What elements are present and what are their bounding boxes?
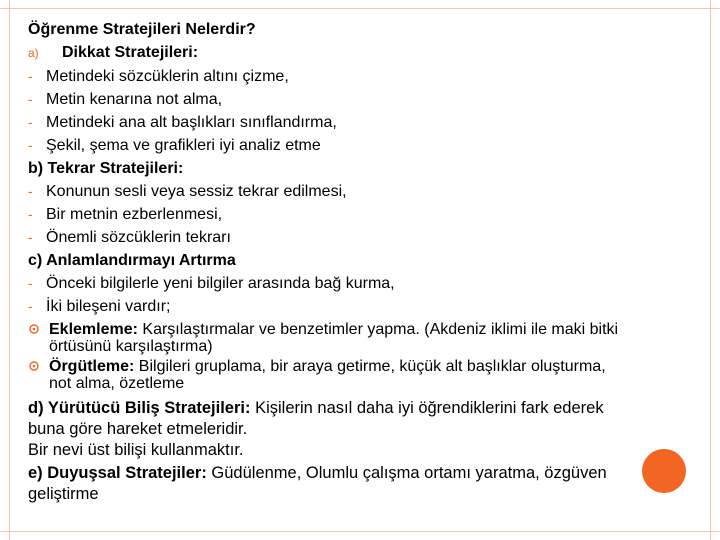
section-d-text-1: Kişilerin nasıl daha iyi öğrendiklerini fark ederek [255, 399, 604, 417]
bullet-orgutleme [28, 358, 698, 392]
dash-marker: - [28, 275, 33, 291]
bullet-text-line2: not alma, özetleme [49, 375, 185, 392]
list-item [28, 295, 698, 318]
section-d-text-3: Bir nevi üst bilişi kullanmaktır. [28, 441, 244, 459]
dash-marker: - [28, 68, 33, 84]
page-title: Öğrenme Stratejileri Nelerdir? [28, 21, 256, 38]
list-item [28, 134, 698, 157]
section-c-item-1: Önceki bilgilerle yeni bilgiler arasında bağ kurma, [46, 275, 395, 292]
section-c-heading: c) Anlamlandırmayı Artırma [28, 252, 236, 269]
bullet-text-line2: örtüsünü karşılaştırma) [49, 338, 213, 355]
frame-bottom-line [0, 531, 720, 532]
section-e-text-1: Güdülenme, Olumlu çalışma ortamı yaratma, özgüven [211, 464, 607, 482]
frame-right-line [710, 0, 711, 540]
dash-marker: - [28, 229, 33, 245]
section-a-heading [28, 41, 698, 65]
circle-bullet-icon [29, 361, 39, 371]
section-a-marker: a) [28, 46, 39, 60]
section-a-item-1: Metindeki sözcüklerin altını çizme, [46, 68, 289, 85]
bullet-text-line1: Bilgileri gruplama, bir araya getirme, küçük alt başlıklar oluşturma, [138, 358, 606, 375]
section-d-text-2: buna göre hareket etmeleridir. [28, 420, 248, 438]
section-a-item-2: Metin kenarına not alma, [46, 91, 223, 108]
dash-marker: - [28, 91, 33, 107]
list-item [28, 272, 698, 295]
section-b-item-3: Önemli sözcüklerin tekrarı [46, 229, 231, 246]
section-a-item-3: Metindeki ana alt başlıkları sınıflandırma, [46, 114, 337, 131]
list-item [28, 65, 698, 88]
list-item [28, 88, 698, 111]
dash-marker: - [28, 298, 33, 314]
dash-marker: - [28, 183, 33, 199]
section-a-title: Dikkat Stratejileri: [62, 44, 199, 61]
list-item [28, 111, 698, 134]
frame-top-line [0, 8, 720, 9]
section-e-term: e) Duyuşsal Stratejiler: [28, 464, 207, 482]
frame-left-line [9, 0, 10, 540]
slide-content [28, 18, 698, 505]
section-b-item-2: Bir metnin ezberlenmesi, [46, 206, 223, 223]
section-a-item-4: Şekil, şema ve grafikleri iyi analiz etme [46, 137, 321, 154]
dash-marker: - [28, 137, 33, 153]
list-item [28, 226, 698, 249]
section-d-term: d) Yürütücü Biliş Stratejileri: [28, 399, 251, 417]
list-item [28, 203, 698, 226]
dash-marker: - [28, 206, 33, 222]
bullet-text-line1: Karşılaştırmalar ve benzetimler yapma. (Akdeniz iklimi ile maki bitki [142, 321, 619, 338]
dash-marker: - [28, 114, 33, 130]
bullet-term: Eklemleme: [49, 321, 138, 338]
section-e-text-2: geliştirme [28, 485, 99, 503]
bullet-term: Örgütleme: [49, 358, 135, 375]
section-c-item-2: İki bileşeni vardır; [46, 298, 171, 315]
section-b-heading: b) Tekrar Stratejileri: [28, 160, 184, 177]
section-e-paragraph [28, 463, 698, 505]
bullet-eklemleme [28, 321, 698, 355]
circle-bullet-icon [29, 324, 39, 334]
list-item [28, 180, 698, 203]
section-d-paragraph [28, 398, 698, 461]
section-b-item-1: Konunun sesli veya sessiz tekrar edilmesi, [46, 183, 347, 200]
